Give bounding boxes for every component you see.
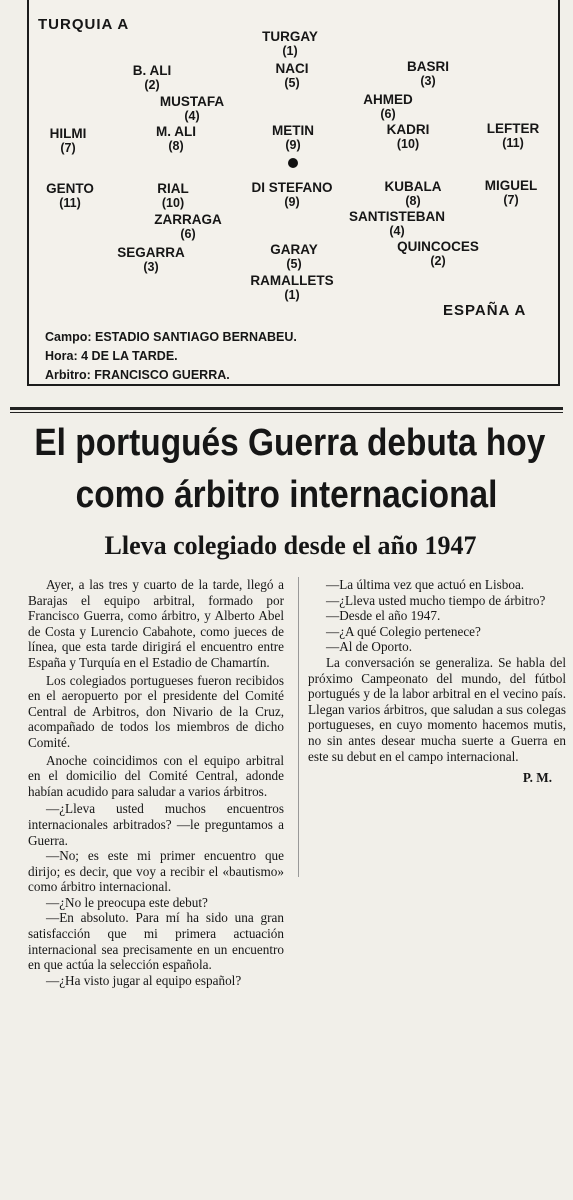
player-turkey: LEFTER (11) bbox=[486, 121, 540, 150]
player-spain: QUINCOCES (2) bbox=[397, 239, 479, 268]
player-spain: ZARRAGA (6) bbox=[154, 212, 222, 241]
match-referee: Arbitro: FRANCISCO GUERRA. bbox=[45, 368, 230, 382]
dialogue-line: —¿Lleva usted mucho tiempo de árbitro? bbox=[326, 592, 546, 608]
column-rule bbox=[298, 577, 299, 877]
team-label-spain: ESPAÑA A bbox=[443, 302, 527, 319]
dialogue-line: —La última vez que actuó en Lisboa. bbox=[326, 577, 525, 592]
dialogue-line: —¿No le preocupa este debut? bbox=[46, 894, 208, 910]
player-turkey: NACI (5) bbox=[275, 61, 309, 90]
match-venue: Campo: ESTADIO SANTIAGO BERNABEU. bbox=[45, 330, 297, 344]
player-spain: SEGARRA (3) bbox=[117, 245, 185, 274]
player-spain: KUBALA (8) bbox=[384, 179, 442, 208]
player-turkey: BASRI (3) bbox=[406, 59, 450, 88]
dialogue-line: —¿A qué Colegio pertenece? bbox=[326, 623, 481, 639]
player-turkey: HILMI (7) bbox=[49, 126, 87, 155]
player-spain: GENTO (11) bbox=[46, 181, 94, 210]
paragraph: Ayer, a las tres y cuarto de la tarde, llegó a Barajas el equipo arbitral, formado por Francisco Guerra, como árbitro, y Alberto Abel de Costa y Lurencio Cabahote, como jueces de línea, que esta tarde dirigirá el encuentro entre España y Turquía en el Estadio de Chamartín. bbox=[28, 577, 284, 670]
player-spain: MIGUEL (7) bbox=[484, 178, 538, 207]
match-time: Hora: 4 DE LA TARDE. bbox=[45, 349, 178, 363]
paragraph: Anoche coincidimos con el equipo arbitral en el domicilio del Comité Central, adonde habían acudido para saludar a varios árbitros. bbox=[28, 752, 284, 799]
team-label-turkey: TURQUIA A bbox=[38, 16, 130, 33]
article-column-left bbox=[28, 577, 284, 988]
headline-line-1: El portugués Guerra debuta hoy bbox=[34, 422, 546, 464]
paragraph: Los colegiados portugueses fueron recibidos en el aeropuerto por el presidente del Comité Central de Arbitros, don Nivario de la Cruz, acompañado de todos los miembros de dicho Comité. bbox=[28, 672, 284, 750]
player-spain: RIAL (10) bbox=[157, 181, 189, 210]
ball-icon bbox=[288, 158, 298, 168]
player-turkey: MUSTAFA (4) bbox=[159, 94, 225, 123]
dialogue-line: —Desde el año 1947. bbox=[326, 608, 441, 624]
player-spain: DI STEFANO (9) bbox=[251, 180, 333, 209]
dialogue-line: —¿Ha visto jugar al equipo español? bbox=[46, 972, 242, 988]
author-signature: P. M. bbox=[522, 770, 552, 786]
dialogue-line: —En absoluto. Para mí ha sido una gran satisfacción que mi primera actuación internacional sea precisamente en un encuentro en que actúa la selección española. bbox=[28, 910, 284, 973]
player-spain: RAMALLETS (1) bbox=[250, 273, 334, 302]
player-spain: SANTISTEBAN (4) bbox=[348, 209, 446, 238]
section-divider-thin bbox=[10, 412, 563, 413]
headline-line-2: como árbitro internacional bbox=[75, 474, 498, 516]
player-spain: GARAY (5) bbox=[270, 242, 318, 271]
dialogue-line: —No; es este mi primer encuentro que dirijo; es decir, que voy a recibir el «bautismo» como árbitro internacional. bbox=[28, 848, 284, 895]
article-column-right bbox=[308, 577, 566, 786]
dialogue-line: —¿Lleva usted muchos encuentros internacionales arbitrados? —le preguntamos a Guerra. bbox=[28, 801, 284, 848]
player-turkey: METIN (9) bbox=[272, 123, 314, 152]
player-turkey: AHMED (6) bbox=[363, 92, 413, 121]
player-turkey: TURGAY (1) bbox=[262, 29, 318, 58]
section-divider bbox=[10, 407, 563, 410]
player-turkey: M. ALI (8) bbox=[156, 124, 196, 153]
player-turkey: KADRI (10) bbox=[386, 122, 430, 151]
dialogue-line: —Al de Oporto. bbox=[326, 639, 413, 655]
player-turkey: B. ALI (2) bbox=[132, 63, 172, 92]
subheadline: Lleva colegiado desde el año 1947 bbox=[104, 531, 477, 560]
paragraph: La conversación se generaliza. Se habla del próximo Campeonato del mundo, del fútbol portugués y de la labor arbitral en el vecino país. Llegan varios árbitros, que saludan a sus colegas portugueses, en cuyo momento hacemos mutis, no sin antes desear mucha suerte a Guerra en este su debut en el campo internacional. bbox=[308, 654, 566, 764]
